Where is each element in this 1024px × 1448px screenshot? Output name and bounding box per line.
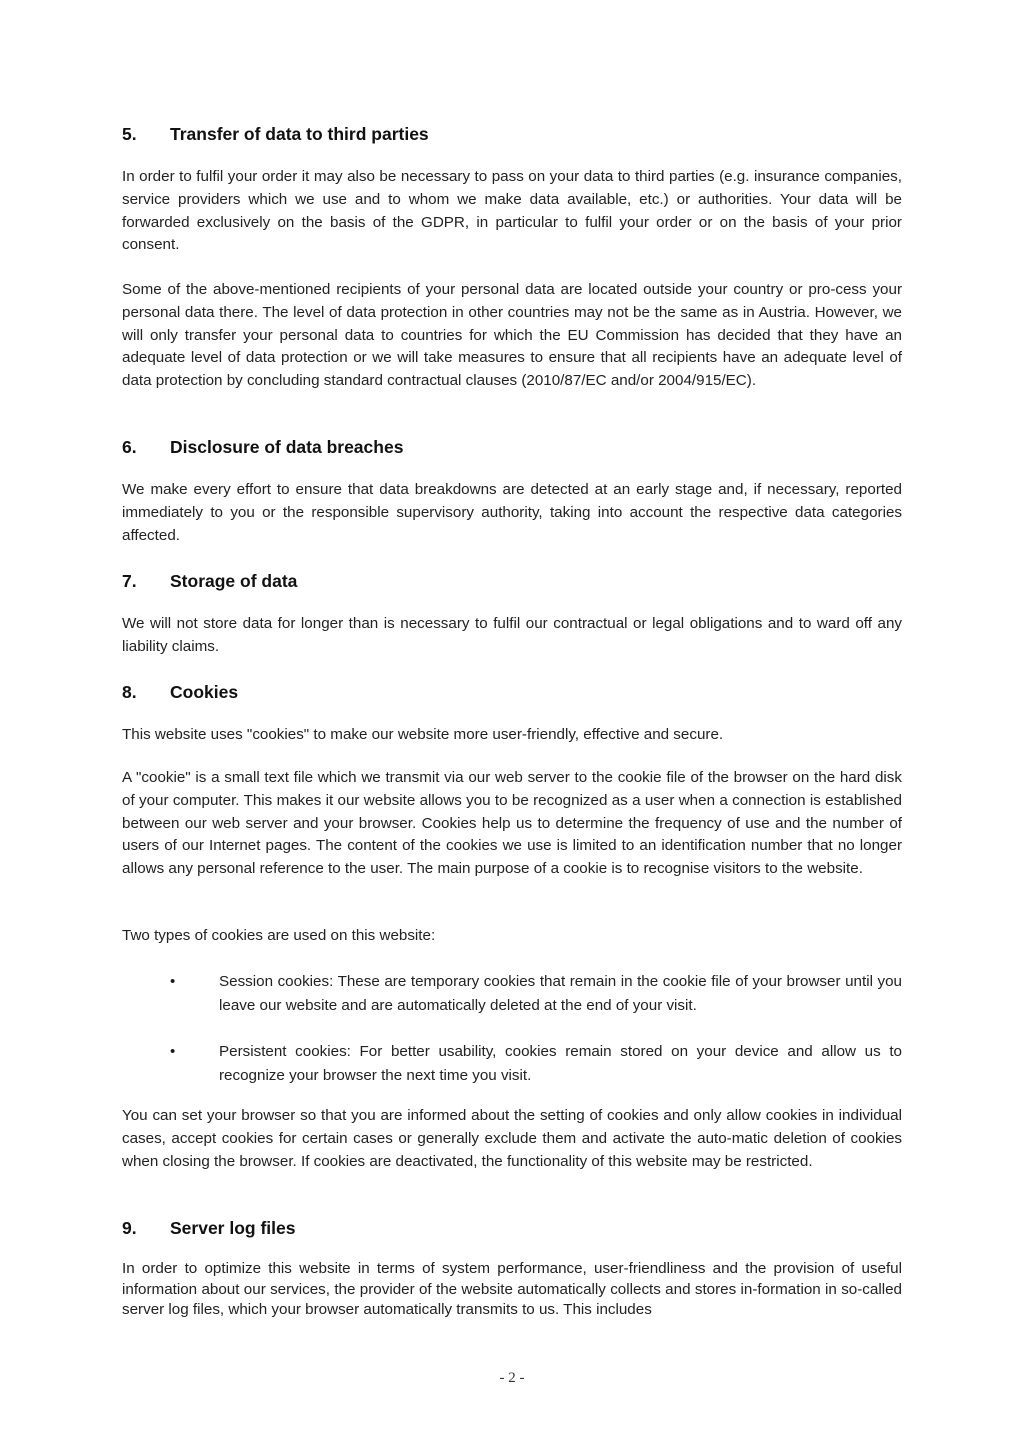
paragraph: In order to optimize this website in terms of system performance, user-friendliness and the provision of useful information about our services, the provider of the website automatically collects and stores in-formation in so-called server log files, which your browser automatically transmits to us. This includes (122, 1260, 902, 1318)
section-number: 6. (122, 437, 137, 457)
section-heading-8 (122, 682, 238, 703)
paragraph: This website uses "cookies" to make our website more user-friendly, effective and secure. (122, 726, 724, 743)
section-heading-7 (122, 571, 297, 592)
section-title: Storage of data (170, 571, 298, 591)
paragraph: A "cookie" is a small text file which we transmit via our web server to the cookie file of the browser on the hard disk of your computer. This makes it our website allows you to be recognized as a user when a connection is established between our web server and your browser. Cookies help us to determine the frequency of use and the number of users of our Internet pages. The content of the cookies we use is limited to an identification number that no longer allows any personal reference to the user. The main purpose of a cookie is to recognise visitors to the website. (122, 769, 902, 878)
paragraph: Some of the above-mentioned recipients of your personal data are located outside your country or pro-cess your personal data there. The level of data protection in other countries may not be the same as in Austria. However, we will only transfer your personal data to countries for which the EU Commission has decided that they have an adequate level of data protection or we will take measures to ensure that all recipients have an adequate level of data protection by concluding standard contractual clauses (2010/87/EC and/or 2004/915/EC). (122, 281, 902, 390)
paragraph: We make every effort to ensure that data breakdowns are detected at an early stage and, if necessary, reported immediately to you or the responsible supervisory authority, taking into account the respective data categories affected. (122, 481, 902, 544)
section-number: 5. (122, 124, 137, 144)
section-number: 8. (122, 682, 137, 702)
section-title: Disclosure of data breaches (170, 437, 404, 457)
paragraph: Two types of cookies are used on this website: (122, 927, 436, 944)
section-title: Cookies (170, 682, 239, 702)
paragraph: You can set your browser so that you are informed about the setting of cookies and only allow cookies in individual cases, accept cookies for certain cases or generally exclude them and activate the auto-matic deletion of cookies when closing the browser. If cookies are deactivated, the functionality of this website may be restricted. (122, 1107, 902, 1170)
section-number: 9. (122, 1218, 137, 1238)
bullet-text: Session cookies: These are temporary cookies that remain in the cookie file of your browser until you leave our website and are automatically deleted at the end of your visit. (219, 973, 902, 1014)
page-number: - 2 - (499, 1370, 525, 1386)
bullet-text: Persistent cookies: For better usability, cookies remain stored on your device and allow us to recognize your browser the next time you visit. (219, 1043, 902, 1084)
section-heading-6 (122, 437, 403, 458)
section-number: 7. (122, 571, 137, 591)
section-heading-5 (122, 124, 429, 145)
section-heading-9 (122, 1218, 295, 1239)
bullet-icon: • (170, 973, 176, 990)
bullet-icon: • (170, 1043, 176, 1060)
paragraph: We will not store data for longer than is necessary to fulfil our contractual or legal obligations and to ward off any liability claims. (122, 615, 902, 655)
section-title: Server log files (170, 1218, 296, 1238)
paragraph: In order to fulfil your order it may also be necessary to pass on your data to third parties (e.g. insurance companies, service providers which we use and to whom we make data available, etc.) or authorities. Your data will be forwarded exclusively on the basis of the GDPR, in particular to fulfil your order or on the basis of your prior consent. (122, 168, 902, 254)
section-title: Transfer of data to third parties (170, 124, 429, 144)
